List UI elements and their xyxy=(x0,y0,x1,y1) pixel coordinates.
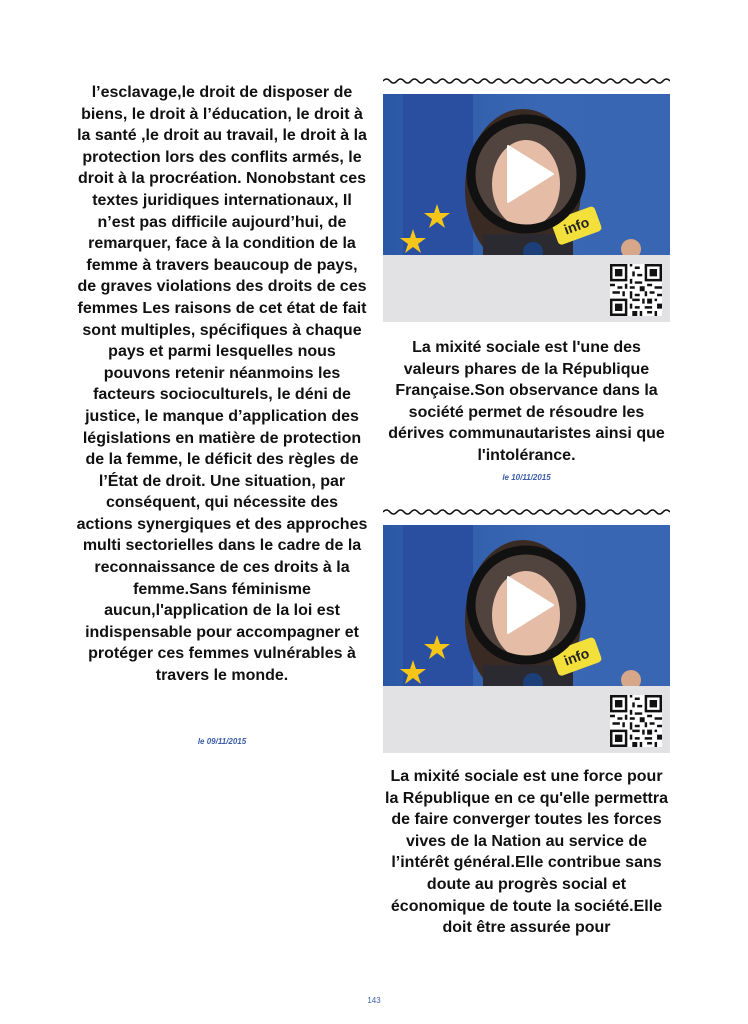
video-card-1[interactable] xyxy=(383,94,670,322)
date-label-left: le 09/11/2015 xyxy=(197,737,247,746)
video-scene xyxy=(383,525,670,686)
wavy-divider xyxy=(383,76,670,86)
date-label-right: le 10/11/2015 xyxy=(502,473,551,482)
wavy-divider xyxy=(383,507,670,517)
article-text-right-1: La mixité sociale est l'une des valeurs phares de la République Française.Son observance dans la société permet de résoudre les dérives communautaristes ainsi que l'intolérance. xyxy=(388,339,665,464)
mic-label: info xyxy=(561,213,592,238)
qr-code-icon[interactable] xyxy=(610,264,662,316)
video-scene xyxy=(383,94,670,255)
mic-label: info xyxy=(561,644,592,669)
page-number: 143 xyxy=(367,996,381,1005)
video-thumbnail[interactable] xyxy=(383,525,670,686)
article-text-left: l’esclavage,le droit de disposer de biens, le droit à l’éducation, le droit à la santé ,le droit au travail, le droit à la protection lors des conflits armés, le droit à la procréation. Nonobstant ces textes juridiques internationaux, Il n’est pas difficile aujourd’hui, de remarquer, face à la condition de la femme à travers beaucoup de pays, de graves violations des droits de ces femmes Les raisons de cet état de fait sont multiples, spécifiques à chaque pays et parmi lesquelles nous pouvons retenir néanmoins les facteurs socioculturels, le déni de justice, le manque d’application des législations en matière de protection de la femme, le déficit des règles de l’État de droit. Une situation, par conséquent, qui nécessite des actions synergiques et des approches multi sectorielles dans le cadre de la reconnaissance de ces droits à la femme.Sans féminisme aucun,l'application de la loi est indispensable pour accompagner et protéger ces femmes vulnérables à travers le monde. xyxy=(76,84,368,685)
article-text-right-2: La mixité sociale est une force pour la République en ce qu'elle permettra de faire converger toutes les forces vives de la Nation au service de l’intérêt général.Elle contribue sans doute au progrès social et économique de toute la société.Elle doit être assurée pour xyxy=(385,768,668,937)
qr-code-icon[interactable] xyxy=(610,695,662,747)
video-thumbnail[interactable] xyxy=(383,94,670,255)
video-card-2[interactable] xyxy=(383,525,670,753)
